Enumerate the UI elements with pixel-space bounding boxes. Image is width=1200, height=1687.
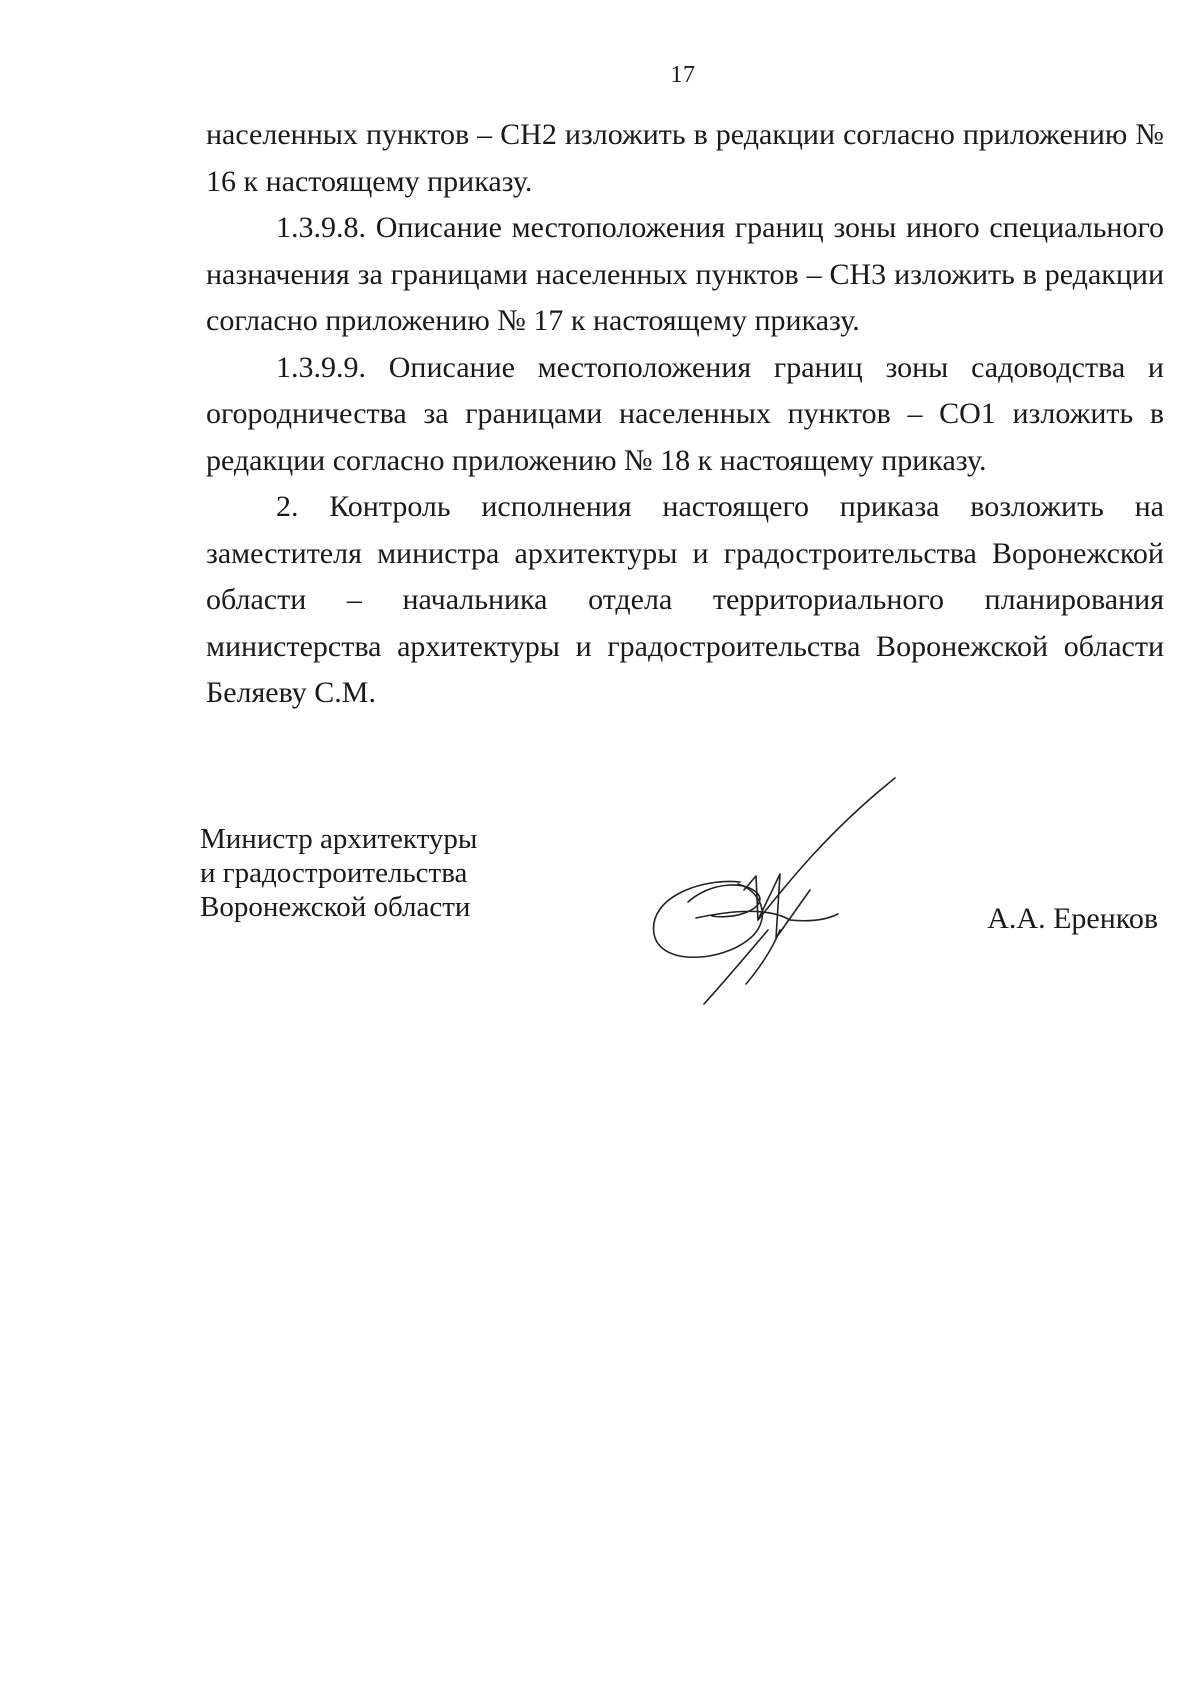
paragraph-1-3-9-8: 1.3.9.8. Описание местоположения границ зоны иного специального назначения за границами населенных пунктов – СН3 изложить в редакции согласно приложению № 17 к настоящему приказу. <box>206 211 1164 337</box>
paragraph-continuation: населенных пунктов – СН2 изложить в редакции согласно приложению № 16 к настоящему приказу. <box>206 118 1164 198</box>
page-number: 17 <box>670 62 696 88</box>
signatory-position <box>200 822 477 924</box>
position-line: Министр архитектуры <box>200 823 478 855</box>
document-body <box>206 112 1164 717</box>
paragraph-control: 2. Контроль исполнения настоящего приказа возложить на заместителя министра архитектуры и градостроительства Воронежской области – начальника отдела территориального планирования министерства архитектуры и градостроительства Воронежской области Беляеву С.М. <box>206 490 1164 709</box>
handwritten-signature-icon <box>640 770 960 1010</box>
position-line: и градостроительства <box>200 857 468 889</box>
position-line: Воронежской области <box>200 891 471 923</box>
signatory-name: А.А. Еренков <box>987 902 1158 935</box>
paragraph-1-3-9-9: 1.3.9.9. Описание местоположения границ зоны садоводства и огородничества за границами населенных пунктов – СО1 изложить в редакции согласно приложению № 18 к настоящему приказу. <box>206 350 1164 477</box>
